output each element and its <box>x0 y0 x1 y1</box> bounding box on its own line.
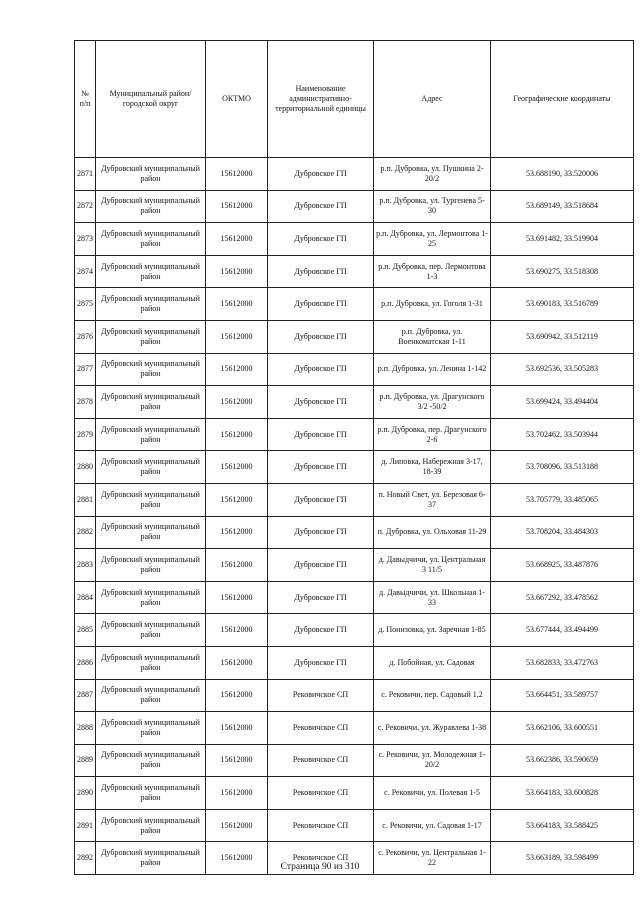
cell-number: 2884 <box>75 581 96 614</box>
cell-unit-name: Дубровское ГП <box>268 353 374 386</box>
cell-number: 2892 <box>75 842 96 875</box>
table-row <box>75 809 634 842</box>
cell-number: 2871 <box>75 158 96 191</box>
cell-number: 2883 <box>75 549 96 582</box>
cell-number: 2887 <box>75 679 96 712</box>
cell-coordinates: 53.708204, 33.484303 <box>491 516 634 549</box>
page-number: Страница 90 из 310 <box>280 862 360 872</box>
cell-coordinates: 53.664451, 33.589757 <box>491 679 634 712</box>
cell-oktmo: 15612000 <box>206 320 268 353</box>
cell-unit-name: Дубровское ГП <box>268 320 374 353</box>
cell-address: р.п. Дубровка, ул. Лермонтова 1-25 <box>374 223 491 256</box>
cell-coordinates: 53.691482, 33.519904 <box>491 223 634 256</box>
cell-district: Дубровский муниципальный район <box>96 777 206 810</box>
cell-address: с. Рековичи, ул. Молодежная 1-20/2 <box>374 744 491 777</box>
cell-address: с. Рековичи, ул. Полевая 1-5 <box>374 777 491 810</box>
cell-district: Дубровский муниципальный район <box>96 679 206 712</box>
cell-district: Дубровский муниципальный район <box>96 549 206 582</box>
cell-district: Дубровский муниципальный район <box>96 712 206 745</box>
cell-number: 2891 <box>75 809 96 842</box>
cell-coordinates: 53.668925, 33.487876 <box>491 549 634 582</box>
cell-unit-name: Рековичское СП <box>268 744 374 777</box>
cell-address: д. Побойная, ул. Садовая <box>374 646 491 679</box>
table-row <box>75 549 634 582</box>
header-coordinates: Географические координаты <box>491 41 634 158</box>
cell-oktmo: 15612000 <box>206 842 268 875</box>
cell-address: р.п. Дубровка, ул. Ленина 1-142 <box>374 353 491 386</box>
header-number: № п/п <box>75 41 96 158</box>
table-row <box>75 255 634 288</box>
cell-coordinates: 53.664183, 33.600828 <box>491 777 634 810</box>
table-body <box>75 158 634 875</box>
header-address: Адрес <box>374 41 491 158</box>
cell-unit-name: Дубровское ГП <box>268 158 374 191</box>
cell-oktmo: 15612000 <box>206 809 268 842</box>
cell-address: д. Понизовка, ул. Заречная 1-85 <box>374 614 491 647</box>
cell-oktmo: 15612000 <box>206 386 268 419</box>
cell-oktmo: 15612000 <box>206 451 268 484</box>
cell-coordinates: 53.705779, 33.485065 <box>491 483 634 516</box>
cell-district: Дубровский муниципальный район <box>96 223 206 256</box>
cell-address: с. Рековичи, ул. Центральная 1-22 <box>374 842 491 875</box>
cell-district: Дубровский муниципальный район <box>96 581 206 614</box>
table-row <box>75 516 634 549</box>
cell-number: 2877 <box>75 353 96 386</box>
cell-district: Дубровский муниципальный район <box>96 158 206 191</box>
cell-coordinates: 53.690275, 33.518308 <box>491 255 634 288</box>
cell-coordinates: 53.689149, 33.518684 <box>491 190 634 223</box>
table-row <box>75 320 634 353</box>
cell-coordinates: 53.708096, 33.513188 <box>491 451 634 484</box>
cell-unit-name: Рековичское СП <box>268 679 374 712</box>
cell-address: р.п. Дубровка, ул. Пушкина 2-20/2 <box>374 158 491 191</box>
cell-district: Дубровский муниципальный район <box>96 483 206 516</box>
cell-district: Дубровский муниципальный район <box>96 353 206 386</box>
cell-number: 2872 <box>75 190 96 223</box>
cell-number: 2874 <box>75 255 96 288</box>
cell-district: Дубровский муниципальный район <box>96 190 206 223</box>
cell-district: Дубровский муниципальный район <box>96 386 206 419</box>
cell-address: р.п. Дубровка, ул. Военкоматская 1-11 <box>374 320 491 353</box>
cell-number: 2890 <box>75 777 96 810</box>
cell-oktmo: 15612000 <box>206 255 268 288</box>
cell-unit-name: Дубровское ГП <box>268 581 374 614</box>
cell-oktmo: 15612000 <box>206 549 268 582</box>
address-table <box>74 40 634 875</box>
cell-coordinates: 53.667292, 33.478562 <box>491 581 634 614</box>
cell-coordinates: 53.690183, 33.516789 <box>491 288 634 321</box>
table-row <box>75 744 634 777</box>
cell-district: Дубровский муниципальный район <box>96 842 206 875</box>
cell-oktmo: 15612000 <box>206 614 268 647</box>
header-oktmo: ОКТМО <box>206 41 268 158</box>
cell-address: р.п. Дубровка, ул. Тургенева 5-30 <box>374 190 491 223</box>
cell-unit-name: Дубровское ГП <box>268 223 374 256</box>
table-row <box>75 418 634 451</box>
cell-address: р.п. Дубровка, ул. Драгунского 3/2 -50/2 <box>374 386 491 419</box>
cell-unit-name: Дубровское ГП <box>268 549 374 582</box>
cell-oktmo: 15612000 <box>206 516 268 549</box>
cell-number: 2881 <box>75 483 96 516</box>
cell-address: с. Рековичи, пер. Садовый 1,2 <box>374 679 491 712</box>
cell-oktmo: 15612000 <box>206 158 268 191</box>
cell-district: Дубровский муниципальный район <box>96 614 206 647</box>
cell-unit-name: Дубровское ГП <box>268 386 374 419</box>
cell-coordinates: 53.664183, 33.588425 <box>491 809 634 842</box>
table-row <box>75 223 634 256</box>
header-district: Муниципальный район/городской округ <box>96 41 206 158</box>
cell-address: д. Давыдчичи, ул. Центральная 3 11/5 <box>374 549 491 582</box>
cell-oktmo: 15612000 <box>206 288 268 321</box>
cell-district: Дубровский муниципальный район <box>96 320 206 353</box>
table-row <box>75 288 634 321</box>
cell-coordinates: 53.662386, 33.590659 <box>491 744 634 777</box>
table-row <box>75 158 634 191</box>
table-row <box>75 483 634 516</box>
cell-address: д. Давыдчичи, ул. Школьная 1-33 <box>374 581 491 614</box>
cell-unit-name: Рековичское СП <box>268 777 374 810</box>
cell-unit-name: Дубровское ГП <box>268 418 374 451</box>
cell-coordinates: 53.682833, 33.472763 <box>491 646 634 679</box>
table-row <box>75 581 634 614</box>
cell-coordinates: 53.690942, 33.512119 <box>491 320 634 353</box>
cell-number: 2879 <box>75 418 96 451</box>
cell-number: 2888 <box>75 712 96 745</box>
cell-number: 2882 <box>75 516 96 549</box>
cell-oktmo: 15612000 <box>206 646 268 679</box>
cell-unit-name: Рековичское СП <box>268 809 374 842</box>
cell-address: с. Рековичи, ул. Журавлева 1-38 <box>374 712 491 745</box>
cell-unit-name: Дубровское ГП <box>268 646 374 679</box>
cell-unit-name: Дубровское ГП <box>268 451 374 484</box>
cell-address: п. Новый Свет, ул. Березовая 6-37 <box>374 483 491 516</box>
cell-number: 2889 <box>75 744 96 777</box>
cell-oktmo: 15612000 <box>206 418 268 451</box>
cell-address: п. Дубровка, ул. Ольховая 11-29 <box>374 516 491 549</box>
cell-address: р.п. Дубровка, пер. Драгунского 2-6 <box>374 418 491 451</box>
table-row <box>75 712 634 745</box>
cell-unit-name: Дубровское ГП <box>268 255 374 288</box>
table-row <box>75 386 634 419</box>
table-row <box>75 190 634 223</box>
table-header-row <box>75 41 634 158</box>
cell-unit-name: Дубровское ГП <box>268 190 374 223</box>
cell-unit-name: Дубровское ГП <box>268 483 374 516</box>
cell-address: д. Липовка, Набережная 3-17, 18-39 <box>374 451 491 484</box>
cell-coordinates: 53.663189, 33.598499 <box>491 842 634 875</box>
cell-district: Дубровский муниципальный район <box>96 288 206 321</box>
cell-oktmo: 15612000 <box>206 581 268 614</box>
cell-oktmo: 15612000 <box>206 483 268 516</box>
cell-coordinates: 53.702462, 33.503944 <box>491 418 634 451</box>
cell-district: Дубровский муниципальный район <box>96 418 206 451</box>
cell-coordinates: 53.677444, 33.494499 <box>491 614 634 647</box>
header-unit-name: Наименование административно-территориальной единицы <box>268 41 374 158</box>
cell-oktmo: 15612000 <box>206 679 268 712</box>
table-row <box>75 777 634 810</box>
cell-number: 2880 <box>75 451 96 484</box>
cell-coordinates: 53.688190, 33.520006 <box>491 158 634 191</box>
cell-unit-name: Дубровское ГП <box>268 516 374 549</box>
cell-oktmo: 15612000 <box>206 190 268 223</box>
table-row <box>75 451 634 484</box>
cell-number: 2875 <box>75 288 96 321</box>
cell-district: Дубровский муниципальный район <box>96 809 206 842</box>
table-row <box>75 353 634 386</box>
cell-oktmo: 15612000 <box>206 223 268 256</box>
cell-address: с. Рековичи, ул. Садовая 1-17 <box>374 809 491 842</box>
cell-district: Дубровский муниципальный район <box>96 255 206 288</box>
table-row <box>75 646 634 679</box>
cell-unit-name: Рековичское СП <box>268 712 374 745</box>
cell-district: Дубровский муниципальный район <box>96 516 206 549</box>
cell-unit-name: Дубровское ГП <box>268 288 374 321</box>
cell-oktmo: 15612000 <box>206 744 268 777</box>
cell-oktmo: 15612000 <box>206 777 268 810</box>
cell-address: р.п. Дубровка, пер. Лермонтова 1-3 <box>374 255 491 288</box>
cell-address: р.п. Дубровка, ул. Гоголя 1-31 <box>374 288 491 321</box>
cell-unit-name: Рековичское СП <box>268 842 374 875</box>
cell-number: 2876 <box>75 320 96 353</box>
cell-number: 2885 <box>75 614 96 647</box>
cell-district: Дубровский муниципальный район <box>96 451 206 484</box>
cell-district: Дубровский муниципальный район <box>96 646 206 679</box>
cell-unit-name: Дубровское ГП <box>268 614 374 647</box>
cell-oktmo: 15612000 <box>206 353 268 386</box>
cell-number: 2878 <box>75 386 96 419</box>
cell-coordinates: 53.692536, 33.505283 <box>491 353 634 386</box>
cell-district: Дубровский муниципальный район <box>96 744 206 777</box>
table-row <box>75 679 634 712</box>
cell-coordinates: 53.662106, 33.600551 <box>491 712 634 745</box>
cell-oktmo: 15612000 <box>206 712 268 745</box>
cell-coordinates: 53.699424, 33.494404 <box>491 386 634 419</box>
cell-number: 2873 <box>75 223 96 256</box>
table-row <box>75 614 634 647</box>
cell-number: 2886 <box>75 646 96 679</box>
